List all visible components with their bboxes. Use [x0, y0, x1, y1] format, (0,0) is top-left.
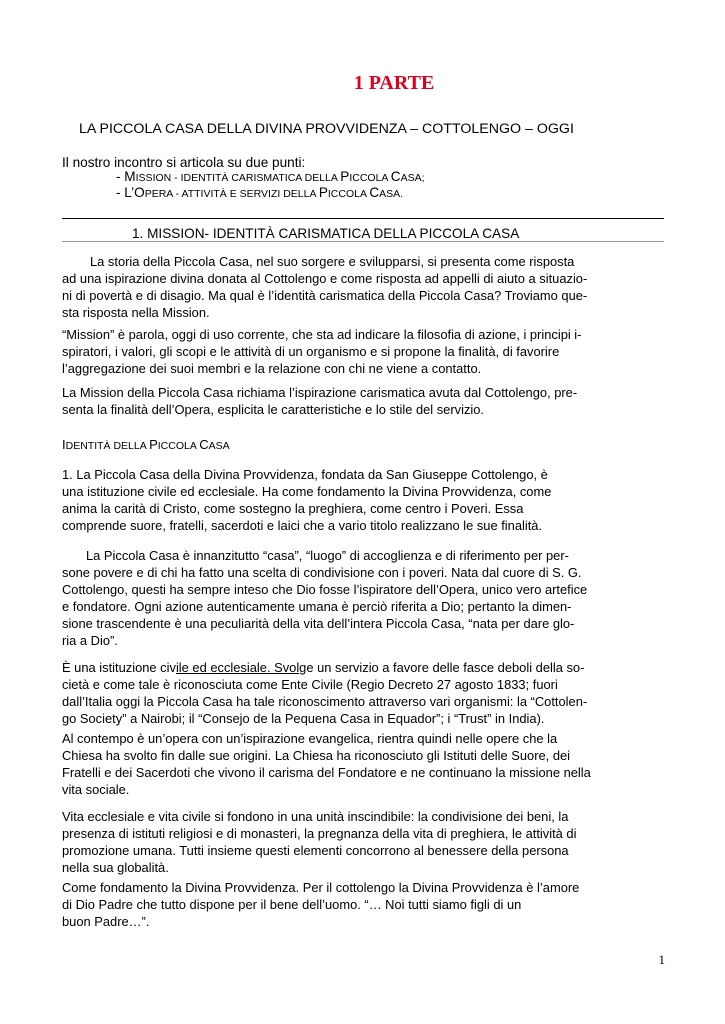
paragraph-3: La Mission della Piccola Casa richiama l’ispirazione carismatica avuta dal Cottolengo, pre- senta la finalità dell’Opera, esplicita le caratteristiche e lo stile del servizio.: [62, 385, 578, 417]
section-heading: 1. MISSION- IDENTITÀ CARISMATICA DELLA PICCOLA CASA: [132, 226, 520, 241]
intro-line: Il nostro incontro si articola su due punti:: [62, 155, 306, 170]
paragraph-2: “Mission” è parola, oggi di uso corrente, che sta ad indicare la filosofia di azione, i principi i- spiratori, i valori, gli scopi e le attività di un organismo e si propone la finalità, di favorire l’aggregazione dei suoi membri e la relazione con chi ne viene a contatto.: [62, 327, 582, 376]
paragraph-4: 1. La Piccola Casa della Divina Provvidenza, fondata da San Giuseppe Cottolengo, è una istituzione civile ed ecclesiale. Ha come fondamento la Divina Provvidenza, come anima la carità di Cristo, come sostegno la preghiera, come centro i Poveri. Essa comprende suore, fratelli, sacerdoti e laici che a vario titolo realizzano le sue finalità.: [62, 467, 552, 533]
outline-point-1: - MISSION - IDENTITÀ CARISMATICA DELLA PICCOLA CASA;: [116, 169, 425, 184]
outline-point-2: - L’OPERA - ATTIVITÀ E SERVIZI DELLA PICCOLA CASA.: [116, 185, 404, 200]
paragraph-7: Al contempo è un’opera con un’ispirazione evangelica, rientra quindi nelle opere che la Chiesa ha svolto fin dalle sue origini. La Chiesa ha riconosciuto gli Istituti delle Suore, dei Fratelli e dei Sacerdoti che vivono il carisma del Fondatore e ne continuano la missione nella vita sociale.: [62, 731, 591, 797]
section-rule-top: [62, 218, 664, 219]
paragraph-9: Come fondamento la Divina Provvidenza. Per il cottolengo la Divina Provvidenza è l’amore di Dio Padre che tutto dispone per il bene dell’uomo. “… Noi tutti siamo figli di un buon Padre…”.: [62, 880, 580, 929]
paragraph-1: La storia della Piccola Casa, nel suo sorgere e svilupparsi, si presenta come risposta ad una ispirazione divina donata al Cottolengo e come risposta ad appelli di aiuto a situazio- ni di povertà e di disagio. Ma qual è l’identità carismatica della Piccola Casa? Troviamo que- sta risposta nella Mission.: [62, 254, 588, 320]
paragraph-6: È una istituzione civile ed ecclesiale. Svolge un servizio a favore delle fasce deboli della so- cietà e come tale è riconosciuta come Ente Civile (Regio Decreto 27 agosto 1833; fuori dall’Italia oggi la Piccola Casa ha tale riconoscimento attraverso vari organismi: la “Cottolen- go Society” a Nairobi; il “Consejo de la Pequena Casa in Equador”; i “Trust” in India).: [62, 660, 588, 726]
page-number: 1: [658, 952, 665, 967]
part-title: 1 PARTE: [353, 72, 435, 94]
paragraph-5: La Piccola Casa è innanzitutto “casa”, “luogo” di accoglienza e di riferimento per per- sone povere e di chi ha fatto una scelta di condivisione con i poveri. Nata dal cuore di S. G. Cottolengo, questi ha sempre inteso che Dio fosse l’ispiratore dell’Opera, unico vero artefice e fondatore. Ogni azione autenticamente umana è perciò riferita a Dio; pertanto la dimen- sione trascendente è una peculiarità della vita dell’intera Piccola Casa, “nata per dare glo- ria a Dio”.: [62, 548, 588, 648]
subheading-identita: IDENTITÀ DELLA PICCOLA CASA: [62, 437, 230, 452]
document-subtitle: LA PICCOLA CASA DELLA DIVINA PROVVIDENZA – COTTOLENGO – OGGI: [79, 121, 574, 137]
paragraph-8: Vita ecclesiale e vita civile si fondono in una unità inscindibile: la condivisione dei beni, la presenza di istituti religiosi e di monasteri, la pregnanza della vita di preghiera, le attività di promozione umana. Tutti insieme questi elementi concorrono al benessere della persona nella sua globalità.: [62, 809, 577, 875]
section-rule-bottom: [62, 241, 664, 242]
